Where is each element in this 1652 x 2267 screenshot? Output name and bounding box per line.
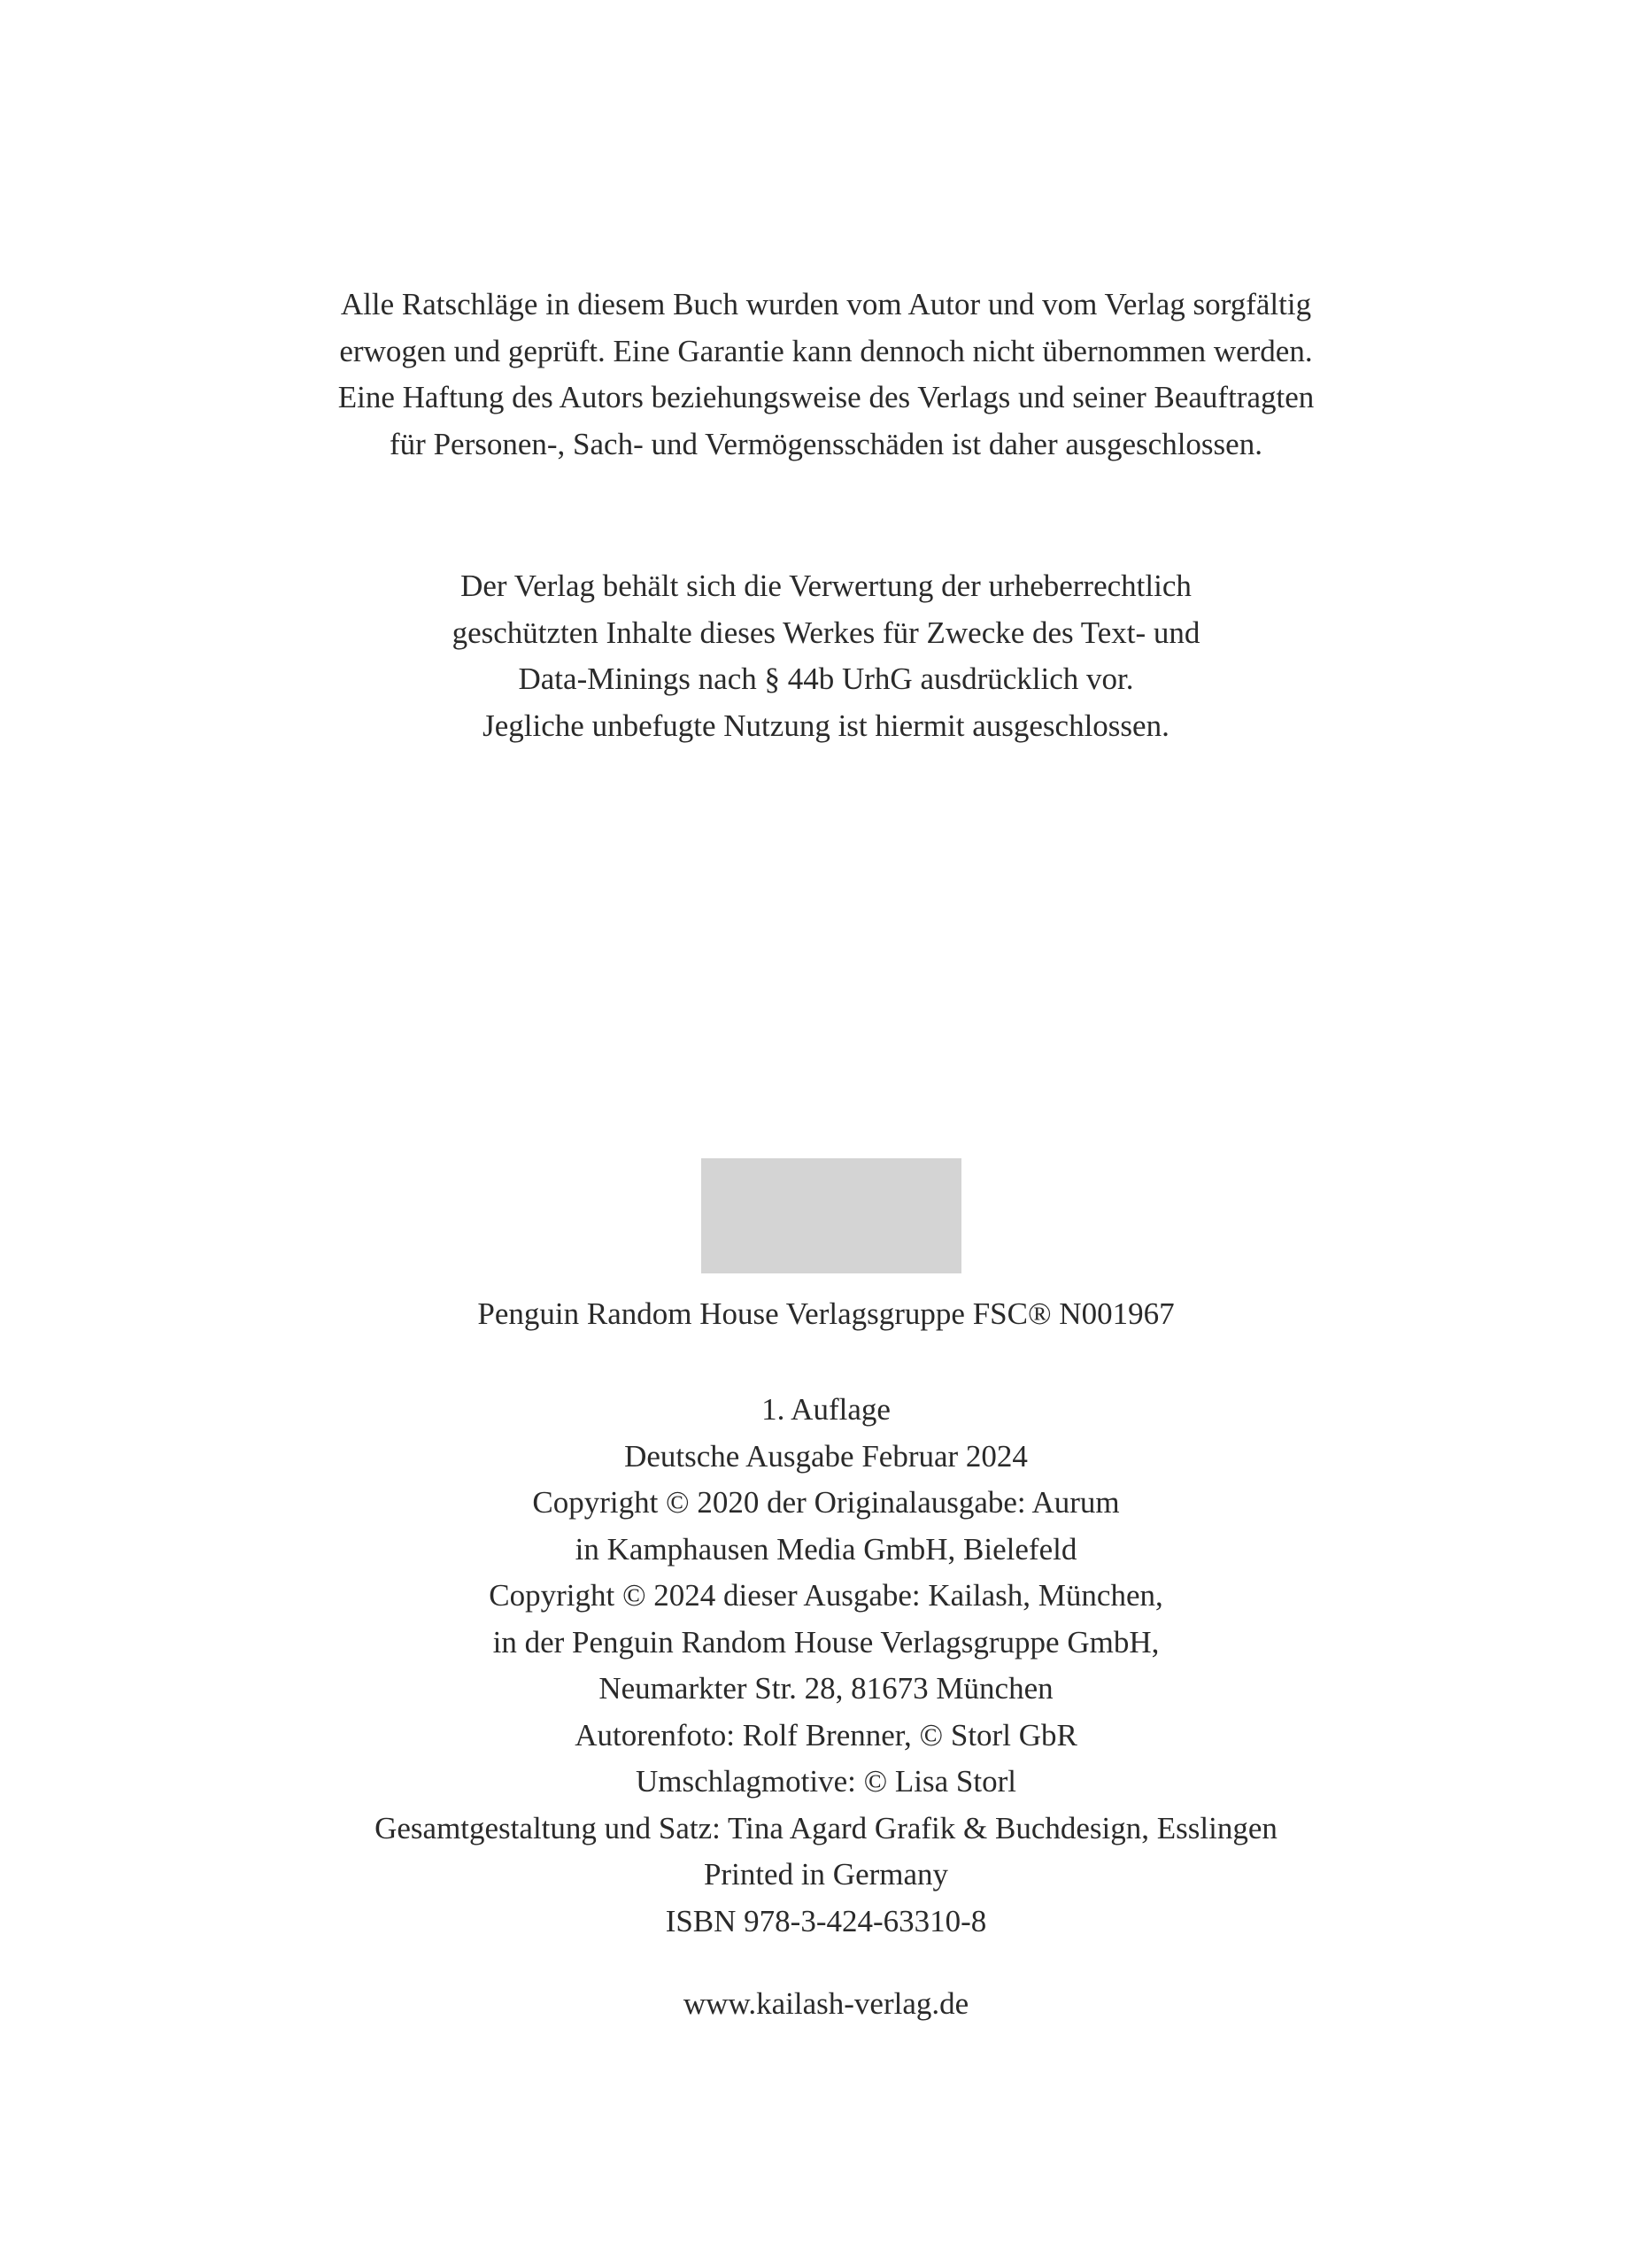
disclaimer-line: erwogen und geprüft. Eine Garantie kann dennoch nicht übernommen werden. (339, 333, 1313, 368)
edition-copyright-line: Copyright © 2024 dieser Ausgabe: Kailash, München, (489, 1578, 1163, 1613)
fsc-text: Penguin Random House Verlagsgruppe FSC® N001967 (477, 1296, 1175, 1331)
website-link[interactable]: www.kailash-verlag.de (683, 1986, 969, 2021)
disclaimer-line: Alle Ratschläge in diesem Buch wurden vom Autor und vom Verlag sorgfältig (340, 287, 1312, 321)
liability-disclaimer (0, 282, 1652, 468)
tdm-line: Data-Minings nach § 44b UrhG ausdrücklich vor. (518, 662, 1134, 696)
printed-in-line: Printed in Germany (703, 1857, 949, 1892)
imprint-block (0, 1387, 1652, 1945)
edition-date-line: Deutsche Ausgabe Februar 2024 (624, 1438, 1028, 1474)
disclaimer-line: für Personen-, Sach- und Vermögensschäden ist daher ausgeschlossen. (390, 426, 1262, 461)
website-block (0, 1981, 1652, 2028)
fsc-logo-placeholder (701, 1158, 961, 1273)
original-copyright-line: Copyright © 2020 der Originalausgabe: Aurum (532, 1485, 1120, 1520)
publisher-group-line: in der Penguin Random House Verlagsgruppe GmbH, (492, 1624, 1160, 1660)
edition-line: 1. Auflage (761, 1392, 891, 1427)
fsc-certificate-line (0, 1291, 1652, 1338)
disclaimer-line: Eine Haftung des Autors beziehungsweise des Verlags und seiner Beauftragten (337, 380, 1315, 414)
tdm-line: Jegliche unbefugte Nutzung ist hiermit ausgeschlossen. (482, 708, 1170, 743)
tdm-line: geschützten Inhalte dieses Werkes für Zwecke des Text- und (452, 615, 1200, 650)
publisher-address-line: Neumarkter Str. 28, 81673 München (598, 1671, 1054, 1706)
isbn-line: ISBN 978-3-424-63310-8 (665, 1903, 987, 1938)
original-publisher-line: in Kamphausen Media GmbH, Bielefeld (575, 1531, 1077, 1567)
text-data-mining-notice (0, 563, 1652, 749)
author-photo-credit: Autorenfoto: Rolf Brenner, © Storl GbR (575, 1717, 1077, 1752)
tdm-line: Der Verlag behält sich die Verwertung der urheberrechtlich (460, 569, 1192, 603)
cover-credit: Umschlagmotive: © Lisa Storl (635, 1764, 1016, 1799)
design-credit: Gesamtgestaltung und Satz: Tina Agard Grafik & Buchdesign, Esslingen (374, 1810, 1278, 1845)
